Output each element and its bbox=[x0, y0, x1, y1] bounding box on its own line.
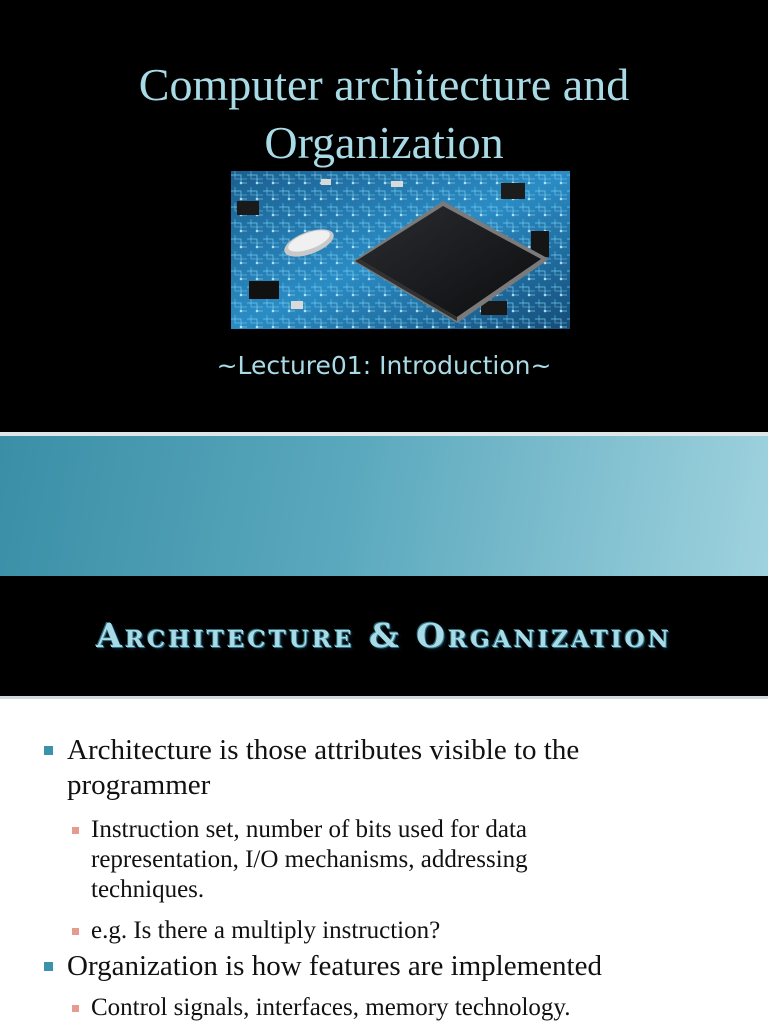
sub-list-item-line: Control signals, interfaces, memory technology. bbox=[91, 994, 571, 1021]
square-bullet-icon bbox=[72, 827, 79, 834]
list-item-line: Organization is how features are implemented bbox=[67, 950, 602, 982]
square-bullet-icon bbox=[44, 962, 53, 971]
sub-list-item-line: Instruction set, number of bits used for data bbox=[91, 816, 528, 843]
slide-title bbox=[0, 56, 768, 172]
title-slide bbox=[0, 0, 768, 432]
list-item-line: programmer bbox=[67, 769, 211, 801]
section-heading: Architecture & Organization bbox=[96, 616, 672, 655]
sub-list-item bbox=[91, 815, 731, 905]
sub-list-item bbox=[91, 916, 731, 946]
circuit-board-chip-image bbox=[231, 171, 570, 329]
blank-gradient-slide bbox=[0, 436, 768, 576]
square-bullet-icon bbox=[72, 1005, 79, 1012]
square-bullet-icon bbox=[44, 746, 53, 755]
section-header bbox=[0, 576, 768, 696]
list-item bbox=[67, 733, 747, 803]
sub-list-item-line: e.g. Is there a multiply instruction? bbox=[91, 917, 441, 944]
sub-list-item-line: representation, I/O mechanisms, addressing bbox=[91, 846, 528, 873]
slide-title-line-2: Organization bbox=[264, 117, 504, 168]
square-bullet-icon bbox=[72, 928, 79, 935]
list-item-line: Architecture is those attributes visible to the bbox=[67, 734, 580, 766]
content-slide-body bbox=[0, 699, 768, 1024]
slide-subtitle: ~Lecture01: Introduction~ bbox=[216, 351, 552, 380]
sub-list-item-line: techniques. bbox=[91, 876, 205, 903]
sub-list-item bbox=[91, 993, 731, 1023]
slide-title-line-1: Computer architecture and bbox=[138, 59, 630, 110]
list-item bbox=[67, 949, 747, 984]
